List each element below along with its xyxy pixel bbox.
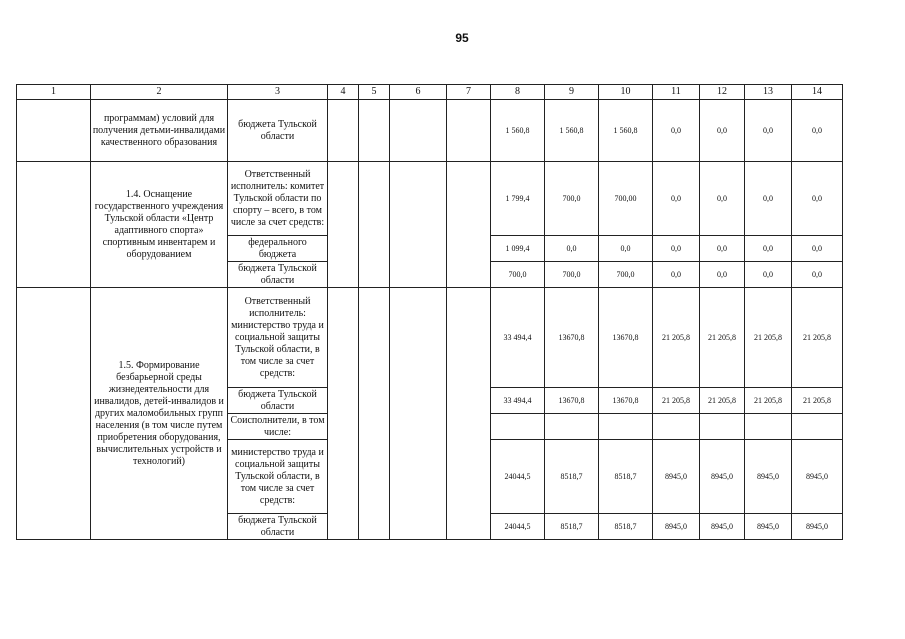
value-cell [599, 414, 653, 440]
value-cell: 21 205,8 [700, 388, 745, 414]
value-cell: 21 205,8 [745, 288, 792, 388]
header-cell: 8 [491, 85, 545, 100]
header-cell: 7 [447, 85, 491, 100]
empty-cell [390, 288, 447, 540]
value-cell: 8518,7 [545, 440, 599, 514]
value-cell: 1 560,8 [491, 100, 545, 162]
value-cell: 21 205,8 [745, 388, 792, 414]
col1-cell [17, 162, 91, 288]
value-cell: 0,0 [792, 262, 843, 288]
value-cell: 24044,5 [491, 440, 545, 514]
empty-cell [447, 288, 491, 540]
header-cell: 5 [359, 85, 390, 100]
table-row [17, 162, 843, 236]
value-cell: 13670,8 [599, 388, 653, 414]
measure-cell: 1.5. Формирование безбарьерной среды жизнедеятельности для инвалидов, детей-инвалидов и других маломобильных групп населения (в том числе путем приобретения оборудования, вычислительных устройств и технологий) [91, 288, 228, 540]
value-cell [653, 414, 700, 440]
col1-cell [17, 100, 91, 162]
value-cell: 0,0 [653, 100, 700, 162]
value-cell: 13670,8 [545, 388, 599, 414]
funding-source-cell: бюджета Тульской области [228, 388, 328, 414]
funding-source-cell: федерального бюджета [228, 236, 328, 262]
value-cell: 0,0 [700, 236, 745, 262]
value-cell: 1 799,4 [491, 162, 545, 236]
value-cell: 700,0 [599, 262, 653, 288]
funding-source-cell: Соисполнители, в том числе: [228, 414, 328, 440]
value-cell: 0,0 [792, 162, 843, 236]
value-cell: 0,0 [700, 262, 745, 288]
empty-cell [447, 162, 491, 288]
value-cell: 8945,0 [745, 514, 792, 540]
value-cell: 0,0 [792, 236, 843, 262]
value-cell: 8945,0 [653, 440, 700, 514]
header-cell: 9 [545, 85, 599, 100]
header-cell: 10 [599, 85, 653, 100]
page-number: 95 [455, 31, 469, 45]
empty-cell [390, 100, 447, 162]
value-cell: 33 494,4 [491, 288, 545, 388]
value-cell: 0,0 [653, 162, 700, 236]
value-cell: 21 205,8 [653, 388, 700, 414]
measure-cell: программам) условий для получения детьми-инвалидами качественного образования [91, 100, 228, 162]
value-cell: 8945,0 [745, 440, 792, 514]
value-cell: 0,0 [745, 162, 792, 236]
budget-table [16, 84, 843, 540]
value-cell: 21 205,8 [792, 388, 843, 414]
value-cell: 21 205,8 [792, 288, 843, 388]
value-cell: 0,0 [745, 100, 792, 162]
value-cell: 24044,5 [491, 514, 545, 540]
header-row [17, 85, 843, 100]
table-row [17, 100, 843, 162]
value-cell: 8945,0 [700, 440, 745, 514]
value-cell [792, 414, 843, 440]
value-cell: 8518,7 [599, 514, 653, 540]
value-cell: 700,00 [599, 162, 653, 236]
funding-source-cell: бюджета Тульской области [228, 514, 328, 540]
value-cell: 0,0 [792, 100, 843, 162]
value-cell: 0,0 [653, 262, 700, 288]
header-cell: 12 [700, 85, 745, 100]
funding-source-cell: министерство труда и социальной защиты Тульской области, в том числе за счет средств: [228, 440, 328, 514]
value-cell: 0,0 [745, 262, 792, 288]
header-cell: 3 [228, 85, 328, 100]
value-cell: 700,0 [491, 262, 545, 288]
empty-cell [390, 162, 447, 288]
header-cell: 13 [745, 85, 792, 100]
funding-source-cell: Ответственный исполнитель: комитет Тульской области по спорту – всего, в том числе за счет средств: [228, 162, 328, 236]
header-cell: 4 [328, 85, 359, 100]
empty-cell [447, 100, 491, 162]
funding-source-cell: Ответственный исполнитель: министерство труда и социальной защиты Тульской области, в том числе за счет средств: [228, 288, 328, 388]
empty-cell [359, 100, 390, 162]
header-cell: 11 [653, 85, 700, 100]
empty-cell [328, 162, 359, 288]
header-cell: 14 [792, 85, 843, 100]
value-cell: 13670,8 [599, 288, 653, 388]
value-cell: 0,0 [745, 236, 792, 262]
col1-cell [17, 288, 91, 540]
value-cell: 8945,0 [653, 514, 700, 540]
funding-source-cell: бюджета Тульской области [228, 100, 328, 162]
value-cell [745, 414, 792, 440]
value-cell: 8518,7 [599, 440, 653, 514]
value-cell: 1 099,4 [491, 236, 545, 262]
value-cell: 21 205,8 [653, 288, 700, 388]
value-cell [700, 414, 745, 440]
value-cell: 8945,0 [792, 440, 843, 514]
value-cell: 0,0 [700, 162, 745, 236]
value-cell: 8945,0 [792, 514, 843, 540]
value-cell: 0,0 [700, 100, 745, 162]
funding-source-cell: бюджета Тульской области [228, 262, 328, 288]
empty-cell [328, 100, 359, 162]
header-cell: 6 [390, 85, 447, 100]
value-cell: 700,0 [545, 262, 599, 288]
header-cell: 2 [91, 85, 228, 100]
value-cell: 0,0 [599, 236, 653, 262]
value-cell: 0,0 [653, 236, 700, 262]
value-cell: 8945,0 [700, 514, 745, 540]
value-cell: 21 205,8 [700, 288, 745, 388]
table-row [17, 288, 843, 388]
value-cell: 1 560,8 [599, 100, 653, 162]
value-cell: 8518,7 [545, 514, 599, 540]
empty-cell [359, 288, 390, 540]
value-cell [545, 414, 599, 440]
value-cell: 700,0 [545, 162, 599, 236]
value-cell [491, 414, 545, 440]
header-cell: 1 [17, 85, 91, 100]
empty-cell [359, 162, 390, 288]
value-cell: 1 560,8 [545, 100, 599, 162]
measure-cell: 1.4. Оснащение государственного учреждения Тульской области «Центр адаптивного спорта» спортивным инвентарем и оборудованием [91, 162, 228, 288]
value-cell: 13670,8 [545, 288, 599, 388]
empty-cell [328, 288, 359, 540]
value-cell: 33 494,4 [491, 388, 545, 414]
value-cell: 0,0 [545, 236, 599, 262]
